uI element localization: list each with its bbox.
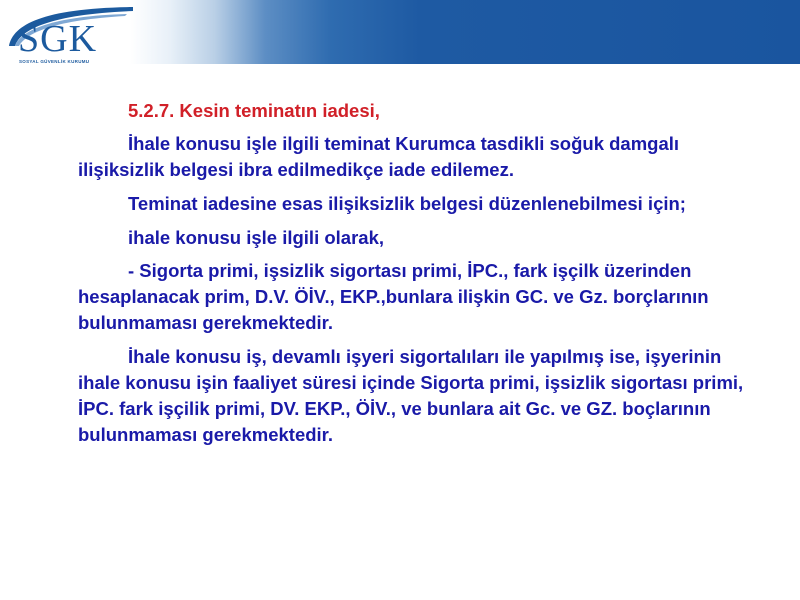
logo-subtitle: SOSYAL GÜVENLİK KURUMU: [19, 59, 90, 64]
paragraph: - Sigorta primi, işsizlik sigortası primi, İPC., fark işçilk üzerinden hesaplanacak prim, D.V. ÖİV., EKP.,bunlara ilişkin GC. ve Gz. borçlarının bulunmaması gerekmektedir.: [78, 260, 709, 333]
sgk-logo: [5, 2, 140, 66]
paragraph: ihale konusu işle ilgili olarak,: [128, 227, 385, 248]
paragraph: İhale konusu işle ilgili teminat Kurumca tasdikli soğuk damgalı ilişiksizlik belgesi ibra edilmedikçe iade edilemez.: [78, 133, 680, 180]
section-heading: 5.2.7. Kesin teminatın iadesi,: [128, 100, 380, 121]
paragraph: Teminat iadesine esas ilişiksizlik belgesi düzenlenebilmesi için;: [128, 193, 686, 214]
paragraph: İhale konusu iş, devamlı işyeri sigortalıları ile yapılmış ise, işyerinin ihale konusu işin faaliyet süresi içinde Sigorta primi, işsizlik sigortası primi, İPC. fark işçilik primi, DV. EKP., ÖİV., ve bunlara ait Gc. ve GZ. boçlarının bulunmaması gerekmektedir.: [78, 346, 744, 445]
slide-body: [78, 98, 758, 456]
logo-text: SGK: [18, 18, 98, 60]
